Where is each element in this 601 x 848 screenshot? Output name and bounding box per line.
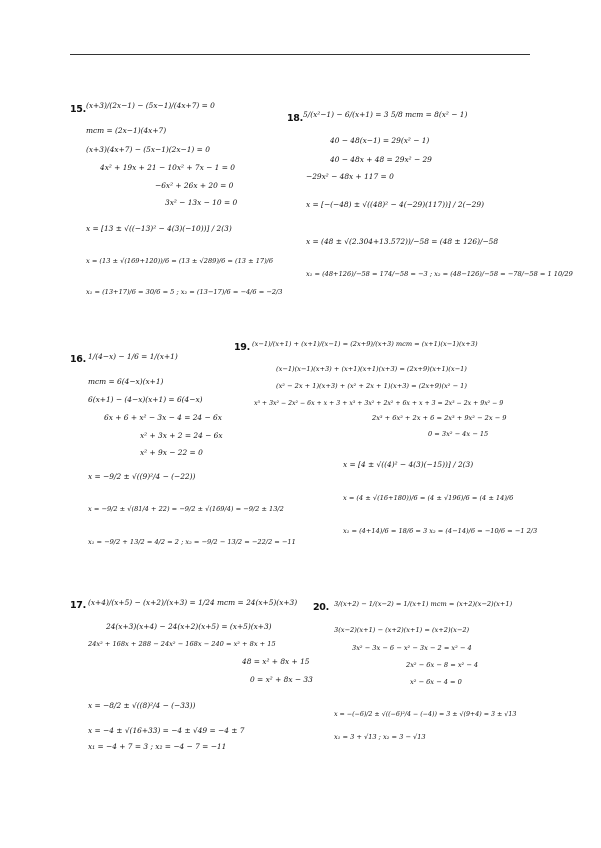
equation-line: 6(x+1) − (4−x)(x+1) = 6(4−x) [88,395,203,404]
equation-line: x = [13 ± √((−13)² − 4(3)(−10))] / 2(3) [86,224,232,233]
equation-line: 24x² + 168x + 288 − 24x² − 168x − 240 = x² + 8x + 15 [88,640,276,648]
equation-line: x = −8/2 ± √((8)²/4 − (−33)) [88,701,196,710]
problem-number: 19. [234,342,250,353]
equation-line: x = (4 ± √(16+180))/6 = (4 ± √196)/6 = (4 ± 14)/6 [343,494,514,502]
equation-line: 40 − 48x + 48 = 29x² − 29 [330,155,432,164]
equation-line: 2x³ + 6x² + 2x + 6 = 2x³ + 9x² − 2x − 9 [372,414,507,422]
equation-line: x₁ = −9/2 + 13/2 = 4/2 = 2 ; x₂ = −9/2 − 13/2 = −22/2 = −11 [88,538,296,546]
equation-line: x = (13 ± √(169+120))/6 = (13 ± √289)/6 = (13 ± 17)/6 [86,257,274,265]
equation-line: x = −9/2 ± √(81/4 + 22) = −9/2 ± √(169/4) = −9/2 ± 13/2 [88,505,284,513]
equation-line: x = (48 ± √(2.304+13.572))/−58 = (48 ± 126)/−58 [306,237,499,246]
equation-line: 5/(x²−1) − 6/(x+1) = 3 5/8 mcm = 8(x² − 1) [303,110,468,119]
problem-number: 18. [287,113,303,124]
equation-line: x² + 3x + 2 = 24 − 6x [140,431,223,440]
equation-line: 0 = 3x² − 4x − 15 [428,430,489,438]
equation-line: 3(x−2)(x+1) − (x+2)(x+1) = (x+2)(x−2) [334,626,470,634]
equation-line: 48 = x² + 8x + 15 [242,657,310,666]
equation-line: (x+3)/(2x−1) − (5x−1)/(4x+7) = 0 [86,101,215,110]
equation-line: x₁ = (4+14)/6 = 18/6 = 3 x₂ = (4−14)/6 = −10/6 = −1 2/3 [343,527,538,535]
equation-line: x₁ = −4 + 7 = 3 ; x₂ = −4 − 7 = −11 [88,742,227,751]
equation-line: mcm = (2x−1)(4x+7) [86,126,167,135]
equation-line: x = [4 ± √((4)² − 4(3)(−15))] / 2(3) [343,460,474,469]
equation-line: x = −9/2 ± √((9)²/4 − (−22)) [88,472,196,481]
equation-line: 1/(4−x) − 1/6 = 1/(x+1) [88,352,178,361]
problem-number: 16. [70,354,86,365]
equation-line: 3x² − 13x − 10 = 0 [165,198,238,207]
equation-line: x = [−(−48) ± √((48)² − 4(−29)(117))] / 2(−29) [306,200,484,209]
equation-line: (x+4)/(x+5) − (x+2)/(x+3) = 1/24 mcm = 24(x+5)(x+3) [88,598,298,607]
equation-line: (x² − 2x + 1)(x+3) + (x² + 2x + 1)(x+3) = (2x+9)(x² − 1) [276,382,467,390]
equation-line: 3x² − 3x − 6 − x² − 3x − 2 = x² − 4 [352,644,472,652]
equation-line: (x+3)(4x+7) − (5x−1)(2x−1) = 0 [86,145,210,154]
equation-line: −6x² + 26x + 20 = 0 [155,181,234,190]
equation-line: (x−1)/(x+1) + (x+1)/(x−1) = (2x+9)/(x+3) mcm = (x+1)(x−1)(x+3) [252,340,478,348]
equation-line: 24(x+3)(x+4) − 24(x+2)(x+5) = (x+5)(x+3) [106,622,272,631]
equation-line: x₁ = 3 + √13 ; x₂ = 3 − √13 [334,733,426,741]
equation-line: x² + 9x − 22 = 0 [140,448,203,457]
equation-line: 0 = x² + 8x − 33 [250,675,313,684]
equation-line: 3/(x+2) − 1/(x−2) = 1/(x+1) mcm = (x+2)(x−2)(x+1) [334,600,513,608]
problem-number: 17. [70,600,86,611]
equation-line: x = −(−6)/2 ± √((−6)²/4 − (−4)) = 3 ± √(9+4) = 3 ± √13 [334,711,517,718]
header-rule [70,54,530,55]
equation-line: −29x² − 48x + 117 = 0 [306,172,394,181]
equation-line: (x−1)(x−1)(x+3) + (x+1)(x+1)(x+3) = (2x+9)(x+1)(x−1) [276,365,467,373]
equation-line: x₁ = (13+17)/6 = 30/6 = 5 ; x₂ = (13−17)/6 = −4/6 = −2/3 [86,288,283,296]
problem-number: 15. [70,104,86,115]
equation-line: x² − 6x − 4 = 0 [410,678,462,686]
equation-line: mcm = 6(4−x)(x+1) [88,377,164,386]
equation-line: x³ + 3x² − 2x² − 6x + x + 3 + x³ + 3x² + 2x² + 6x + x + 3 = 2x³ − 2x + 9x² − 9 [254,400,504,407]
equation-line: 4x² + 19x + 21 − 10x² + 7x − 1 = 0 [100,163,235,172]
problem-number: 20. [313,602,329,613]
equation-line: 2x² − 6x − 8 = x² − 4 [406,661,479,669]
equation-line: 40 − 48(x−1) = 29(x² − 1) [330,136,430,145]
equation-line: 6x + 6 + x² − 3x − 4 = 24 − 6x [104,413,222,422]
equation-line: x₁ = (48+126)/−58 = 174/−58 = −3 ; x₂ = (48−126)/−58 = −78/−58 = 1 10/29 [306,270,573,278]
equation-line: x = −4 ± √(16+33) = −4 ± √49 = −4 ± 7 [88,726,245,735]
